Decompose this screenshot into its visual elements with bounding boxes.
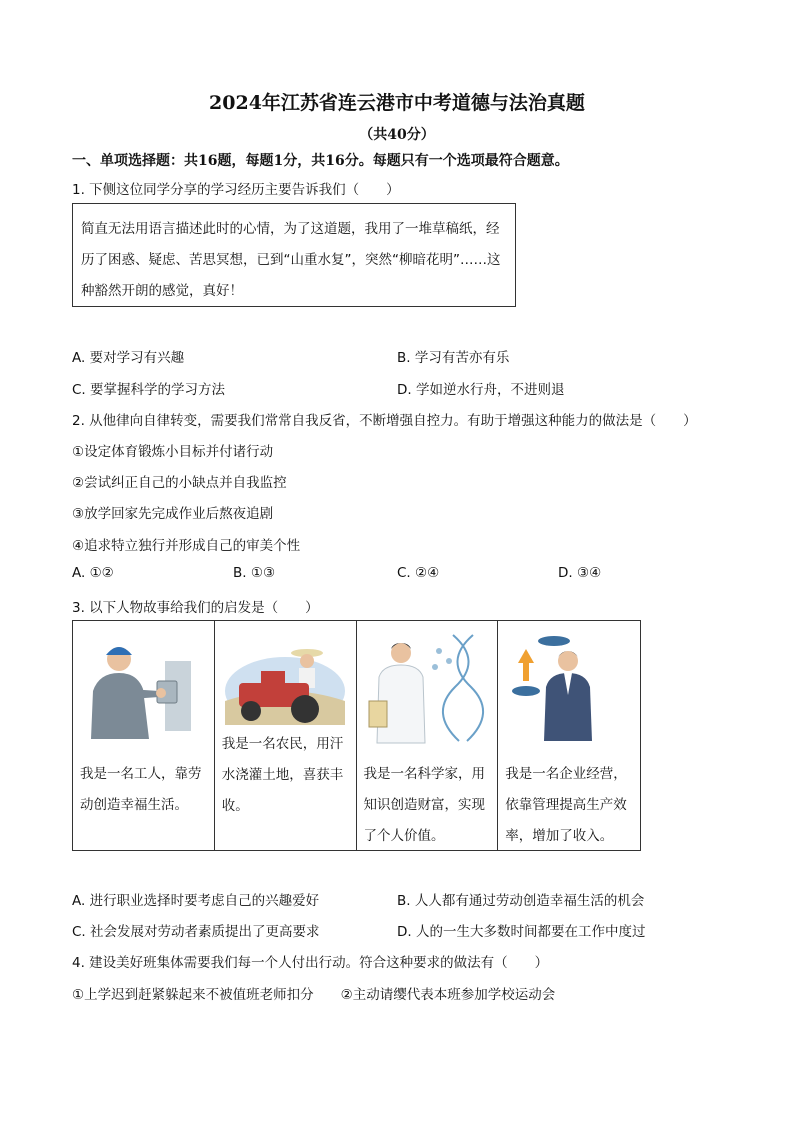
section-heading: 一、单项选择题：共16题，每题1分，共16分。每题只有一个选项最符合题意。 [72, 153, 569, 169]
q3-option-b: B. 人人都有通过劳动创造幸福生活的机会 [397, 893, 645, 909]
story-cell-entrepreneur [498, 621, 640, 850]
q2-option-c: C. ②④ [397, 565, 440, 581]
entrepreneur-illustration [504, 631, 632, 753]
q3-story-table [72, 620, 641, 851]
q1-option-d: D. 学如逆水行舟，不进则退 [397, 382, 565, 398]
q2-item-3: ③放学回家先完成作业后熬夜追剧 [72, 506, 274, 522]
q3-option-d: D. 人的一生大多数时间都要在工作中度过 [397, 924, 646, 940]
q2-option-d: D. ③④ [558, 565, 602, 581]
q1-quote-box [72, 203, 516, 307]
story-text-worker: 我是一名工人，靠劳动创造幸福生活。 [80, 766, 202, 813]
page-title: 2024年江苏省连云港市中考道德与法治真题 [209, 92, 585, 114]
story-cell-scientist [357, 621, 499, 850]
q3-option-c: C. 社会发展对劳动者素质提出了更高要求 [72, 924, 320, 940]
worker-illustration [79, 631, 207, 753]
q2-item-1: ①设定体育锻炼小目标并付诸行动 [72, 444, 274, 460]
q1-option-c: C. 要掌握科学的学习方法 [72, 382, 226, 398]
q3-stem: 3. 以下人物故事给我们的启发是（ ） [72, 600, 319, 616]
q1-option-a: A. 要对学习有兴趣 [72, 350, 185, 366]
story-text-entrepreneur: 我是一名企业经营，依靠管理提高生产效率，增加了收入。 [505, 766, 627, 844]
q4-stem: 4. 建设美好班集体需要我们每一个人付出行动。符合这种要求的做法有（ ） [72, 955, 549, 971]
q2-stem: 2. 从他律向自律转变，需要我们常常自我反省，不断增强自控力。有助于增强这种能力的做法是（ ） [72, 413, 697, 429]
page-subtitle: （共40分） [359, 127, 435, 143]
q1-stem: 1. 下侧这位同学分享的学习经历主要告诉我们（ ） [72, 182, 400, 198]
q2-option-b: B. ①③ [233, 565, 276, 581]
story-text-scientist: 我是一名科学家，用知识创造财富，实现了个人价值。 [363, 766, 485, 844]
scientist-illustration [363, 631, 491, 753]
q3-option-a: A. 进行职业选择时要考虑自己的兴趣爱好 [72, 893, 320, 909]
story-text-farmer: 我是一名农民，用汗水浇灌土地，喜获丰收。 [221, 736, 344, 814]
q1-quote-text: 简直无法用语言描述此时的心情，为了这道题，我用了一堆草稿纸，经历了困惑、疑虑、苦思冥想，已到“山重水复”，突然“柳暗花明”……这种豁然开朗的感觉，真好！ [81, 221, 501, 299]
q2-option-a: A. ①② [72, 565, 114, 581]
q4-items-line: ①上学迟到赶紧躲起来不被值班老师扣分 ②主动请缨代表本班参加学校运动会 [72, 987, 556, 1003]
story-cell-worker [73, 621, 215, 850]
q1-option-b: B. 学习有苦亦有乐 [397, 350, 510, 366]
q2-item-2: ②尝试纠正自己的小缺点并自我监控 [72, 475, 287, 491]
q2-item-4: ④追求特立独行并形成自己的审美个性 [72, 538, 301, 554]
story-cell-farmer [215, 621, 357, 850]
